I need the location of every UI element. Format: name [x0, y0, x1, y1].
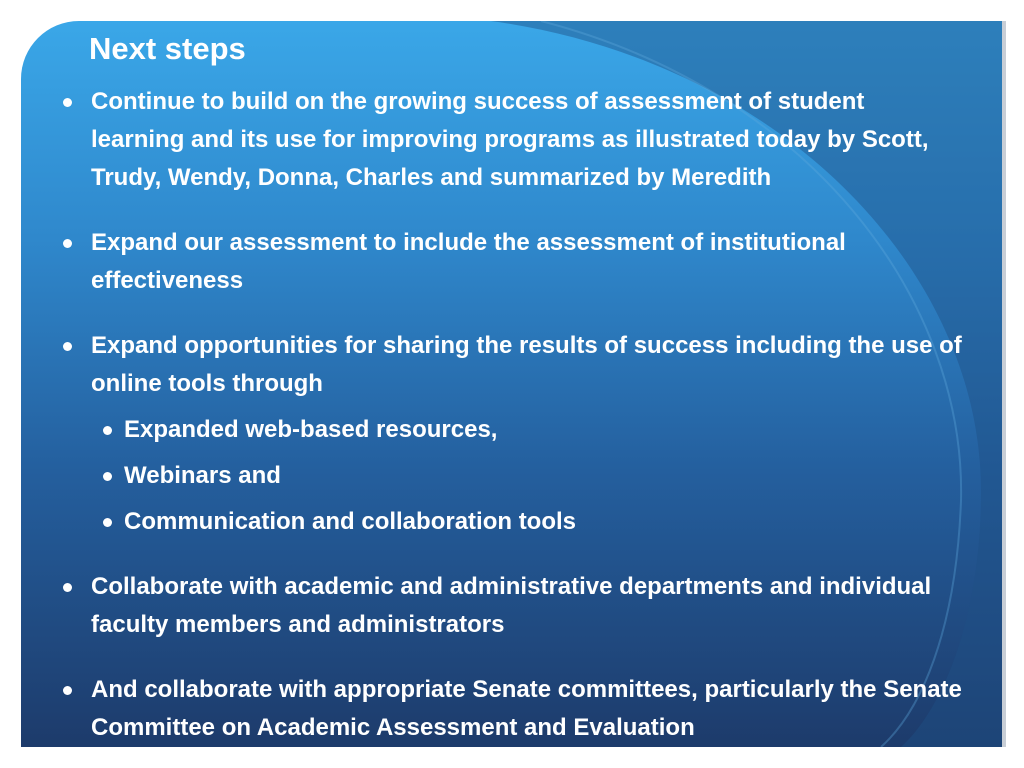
bullet-dot-icon: [63, 342, 72, 351]
sub-bullet-list: [91, 411, 963, 541]
bullet-item: [63, 224, 963, 300]
bullet-dot-icon: [103, 472, 112, 481]
bullet-dot-icon: [63, 583, 72, 592]
bullet-dot-icon: [63, 686, 72, 695]
sub-bullet-text: Expanded web-based resources,: [124, 416, 498, 443]
bullet-item: [63, 568, 963, 644]
sub-bullet-text: Communication and collaboration tools: [124, 508, 577, 535]
slide-edge-strip: [1002, 21, 1006, 747]
bullet-dot-icon: [103, 426, 112, 435]
bullet-text: Continue to build on the growing success of assessment of student learning and its use for improving programs as illustrated today by Scott, Trudy, Wendy, Donna, Charles and summarized by Meredith: [91, 88, 929, 191]
slide-title: Next steps: [89, 31, 246, 66]
bullet-text: Collaborate with academic and administrative departments and individual faculty members and administrators: [91, 573, 932, 638]
bullet-dot-icon: [103, 518, 112, 527]
sub-bullet-item: [91, 411, 963, 449]
bullet-list: [63, 83, 963, 747]
slide: [21, 21, 1006, 747]
bullet-dot-icon: [63, 239, 72, 248]
bullet-item: [63, 327, 963, 541]
bullet-text: Expand our assessment to include the assessment of institutional effectiveness: [91, 229, 846, 294]
bullet-text: Expand opportunities for sharing the results of success including the use of online tools through: [91, 332, 962, 397]
bullet-text: And collaborate with appropriate Senate committees, particularly the Senate Committee on Academic Assessment and Evaluation: [91, 676, 962, 741]
bullet-item: [63, 83, 963, 197]
bullet-dot-icon: [63, 98, 72, 107]
bullet-item: [63, 671, 963, 747]
sub-bullet-text: Webinars and: [124, 462, 281, 489]
sub-bullet-item: [91, 457, 963, 495]
sub-bullet-item: [91, 503, 963, 541]
